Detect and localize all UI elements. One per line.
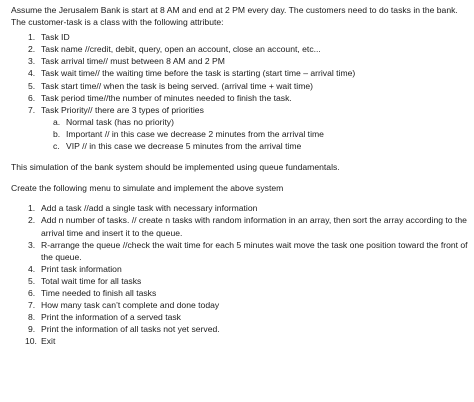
menu-text: Add a task //add a single task with necessary information [41,203,258,214]
menu-number: 3. [28,239,36,250]
menu-item [11,311,468,323]
simulation-note: This simulation of the bank system should be implemented using queue fundamentals. [11,162,340,173]
attribute-item [11,80,468,92]
attribute-text: Task period time//the number of minutes needed to finish the task. [41,92,292,103]
attribute-item [11,55,468,67]
menu-item [11,214,468,238]
menu-number: 7. [28,300,36,311]
menu-item [11,299,468,311]
priority-letter: c. [53,141,60,152]
attribute-number: 6. [28,92,36,103]
menu-text: Add n number of tasks. // create n tasks with random information in an array, then sort the array according to the arrival time and insert it to the queue. [41,215,467,238]
attribute-list [11,31,468,116]
menu-text: Print task information [41,263,122,274]
menu-text: Print the information of a served task [41,312,181,323]
priority-letter: a. [53,116,61,127]
menu-item [11,335,468,347]
priority-item [11,140,468,152]
menu-number: 9. [28,324,36,335]
menu-text: Exit [41,336,56,347]
menu-item [11,263,468,275]
attribute-text: Task arrival time// must between 8 AM and 2 PM [41,56,225,67]
menu-text: Time needed to finish all tasks [41,287,157,298]
attribute-text: Task name //credit, debit, query, open an account, close an account, etc... [41,44,321,55]
attribute-number: 7. [28,104,36,115]
priority-list [11,116,468,152]
attribute-text: Task wait time// the waiting time before the task is starting (start time – arrival time) [41,68,356,79]
priority-text: Normal task (has no priority) [66,116,174,127]
attribute-number: 3. [28,56,36,67]
attribute-item [11,31,468,43]
attribute-item [11,92,468,104]
menu-number: 4. [28,263,36,274]
menu-text: How many task can’t complete and done today [41,300,220,311]
attribute-text: Task start time// when the task is being served. (arrival time + wait time) [41,80,313,91]
menu-item [11,287,468,299]
menu-text: R-arrange the queue //check the wait time for each 5 minutes wait move the task one position toward the front of the queue. [41,239,468,262]
menu-item [11,202,468,214]
menu-item [11,323,468,335]
menu-number: 6. [28,287,36,298]
attribute-item [11,43,468,55]
priority-item [11,128,468,140]
attribute-text: Task ID [41,32,70,43]
attribute-number: 4. [28,68,36,79]
menu-intro: Create the following menu to simulate and implement the above system [11,183,284,194]
menu-number: 10. [25,336,37,347]
priority-letter: b. [53,128,61,139]
priority-text: Important // in this case we decrease 2 minutes from the arrival time [66,128,324,139]
menu-number: 8. [28,312,36,323]
menu-number: 1. [28,203,36,214]
menu-list [11,202,468,347]
menu-item [11,239,468,263]
menu-number: 2. [28,215,36,226]
attribute-number: 2. [28,44,36,55]
attribute-text: Task Priority// there are 3 types of priorities [41,104,204,115]
intro-paragraph: Assume the Jerusalem Bank is start at 8 AM and end at 2 PM every day. The customers need to do tasks in the bank. The customer-task is a class with the following attribute: [11,5,458,28]
attribute-number: 5. [28,80,36,91]
attribute-number: 1. [28,32,36,43]
priority-text: VIP // in this case we decrease 5 minutes from the arrival time [66,141,302,152]
attribute-item [11,104,468,116]
menu-item [11,275,468,287]
menu-number: 5. [28,275,36,286]
menu-text: Print the information of all tasks not yet served. [41,324,220,335]
menu-text: Total wait time for all tasks [41,275,142,286]
priority-item [11,116,468,128]
attribute-item [11,67,468,79]
